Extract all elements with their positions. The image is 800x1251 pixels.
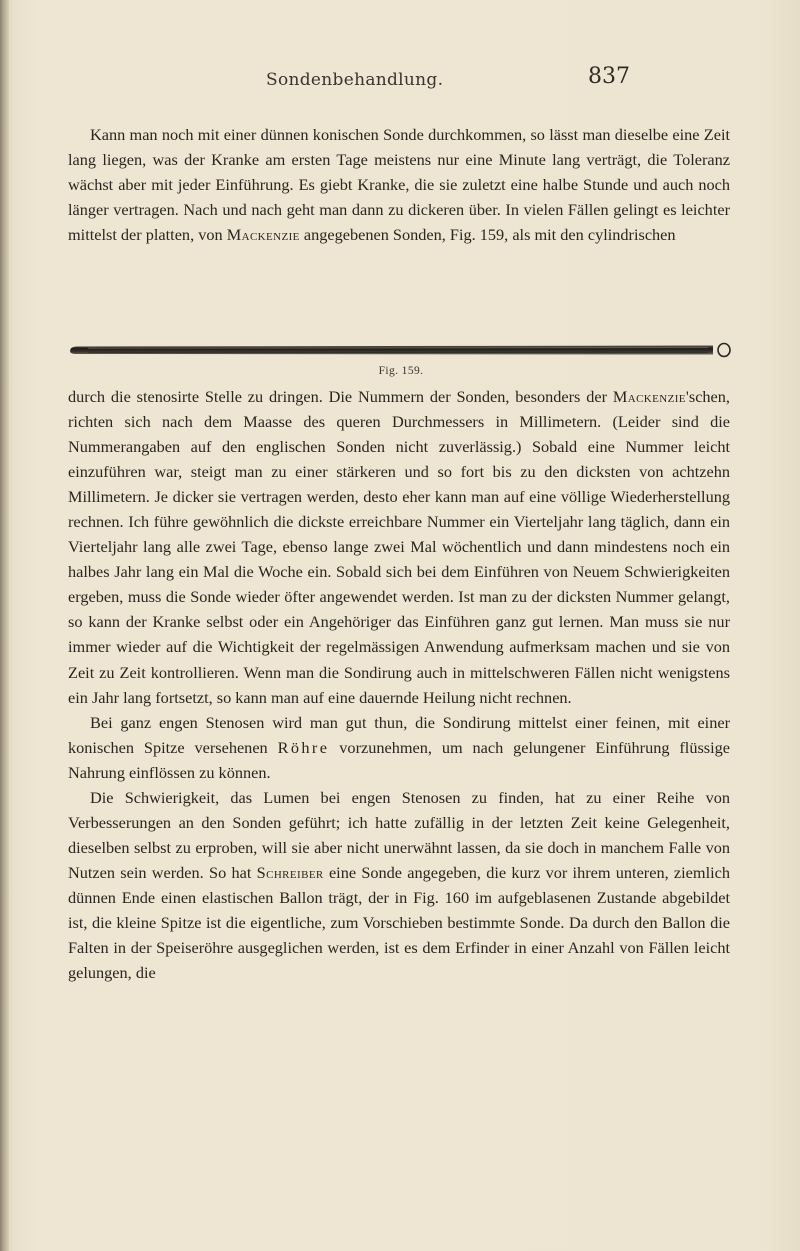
- emphasis-roehre: Röhre: [277, 737, 330, 757]
- paragraph-2-text-a: durch die stenosirte Stelle zu dringen. Die Nummern der Sonden, besonders der: [68, 387, 607, 406]
- paragraph-3-text-b: vorzunehmen, um nach gelungener Einführung flüssige Nahrung einflössen zu können.: [68, 737, 731, 782]
- paragraph-1-text: Kann man noch mit einer dünnen konischen Sonde durchkommen, so lässt man dieselbe eine Zeit lang liegen, was der Kranke am ersten Tage meistens nur eine Minute lang verträgt, die Toleranz wächst aber mit jeder Einführung. Es giebt Kranke, die sie zuletzt eine halbe Stunde und auch noch länger vertragen. Nach und nach geht man dann zu dickeren über. In vielen Fällen gelingt es leichter mittelst der platten, von: [68, 125, 730, 245]
- paragraph-4-text-a: Die Schwierigkeit, das Lumen bei engen Stenosen zu finden, hat zu einer Reihe von Verbesserungen an den Sonden geführt; ich hatte zufällig in der letzten Zeit keine Gelegenheit, dieselben selbst zu erproben, will sie aber nicht unerwähnt lassen, da sie doch in manchem Falle von Nutzen sein werden. So hat: [68, 787, 730, 882]
- author-name-mackenzie: Mackenzie: [226, 225, 300, 245]
- paragraph-4: [68, 785, 730, 985]
- paragraph-3-text-a: Bei ganz engen Stenosen wird man gut thun, die Sondirung mittelst einer feinen, mit einer konischen Spitze versehenen: [68, 712, 730, 757]
- figure-159: [68, 339, 734, 379]
- author-name-mackenzie-2: Mackenzie: [612, 387, 686, 406]
- running-title: Sondenbehandlung.: [266, 70, 444, 90]
- paragraph-4-text-b: eine Sonde angegeben, die kurz vor ihrem unteren, ziemlich dünnen Ende einen elastischen Ballon trägt, der in Fig. 160 im aufgeblasenen Zustande abgebildet ist, die kleine Spitze ist die eigentliche, zum Vorschieben bestimmte Sonde. Da durch den Ballon die Falten in der Speiseröhre ausgeglichen werden, ist es dem Erfinder in einer Anzahl von Fällen leicht gelungen, die: [68, 862, 730, 983]
- main-text-block: [68, 384, 730, 985]
- paragraph-1-end: angegebenen Sonden, Fig. 159, als mit den cylindrischen: [303, 225, 676, 245]
- book-spine-shadow: [0, 0, 9, 1251]
- paragraph-2: [68, 384, 730, 710]
- paragraph-2-text-b: 'schen, richten sich nach dem Maasse des queren Durchmessers in Millimetern. (Leider sind die Nummerangaben auf den englischen Sonden nicht zuverlässig.) Sobald eine Nummer leicht einzuführen war, steigt man zu einer stärkeren und so fort bis zu den dicksten von achtzehn Millimetern. Je dicker sie vertragen werden, desto eher kann man auf eine völlige Wiederherstellung rechnen. Ich führe gewöhnlich die dickste erreichbare Nummer ein Vierteljahr lang täglich, dann ein Vierteljahr lang alle zwei Tage, ebenso lange zwei Mal wöchentlich und dann mindestens noch ein halbes Jahr lang ein Mal die Woche ein. Sobald sich bei dem Einführen von Neuem Schwierigkeiten ergeben, muss die Sonde wieder öfter angewendet werden. Ist man zu der dicksten Nummer gelangt, so kann der Kranke selbst oder ein Angehöriger das Einführen ganz gut lernen. Man muss sie nur immer wieder auf die Wichtigkeit der regelmässigen Anwendung aufmerksam machen und sie von Zeit zu Zeit kontrollieren. Wenn man die Sondirung auch in mittelschweren Fällen nicht wenigstens ein Jahr lang fortsetzt, so kann man auf eine dauernde Heilung nicht rechnen.: [68, 387, 730, 707]
- page-header: [0, 64, 800, 94]
- page-number: 837: [588, 64, 630, 89]
- paragraph-3: [68, 710, 730, 785]
- probe-illustration: [68, 339, 734, 361]
- paragraph-1: [68, 122, 730, 247]
- author-name-schreiber: Schreiber: [256, 862, 324, 882]
- figure-caption: Fig. 159.: [378, 365, 424, 377]
